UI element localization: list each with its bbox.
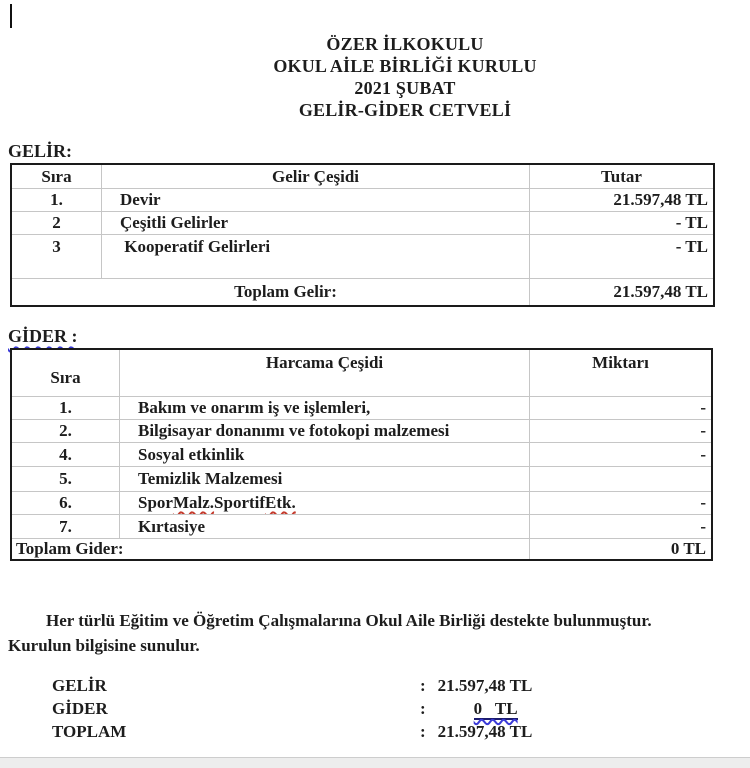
gider-col-header-type: Harcama Çeşidi: [120, 350, 530, 397]
gelir-row-no: 1.: [12, 189, 102, 212]
gider-row-type: Bakım ve onarım iş ve işlemleri,: [120, 397, 530, 420]
summary-row-toplam: [52, 720, 532, 743]
section-label-gelir: GELİR:: [8, 141, 73, 161]
gelir-row-type: Kooperatif Gelirleri: [102, 235, 530, 279]
gider-row-type-spellchecked: [120, 492, 530, 515]
summary-toplam-label: TOPLAM: [52, 721, 127, 741]
gider-col-header-amount: Miktarı: [530, 350, 711, 397]
gider-row-no: 2.: [12, 420, 120, 443]
gider-col-header-sira: Sıra: [12, 350, 120, 397]
title-school-name: ÖZER İLKOKULU: [326, 34, 484, 54]
gelir-row-no: 3: [12, 235, 102, 279]
gelir-col-header-type: Gelir Çeşidi: [102, 165, 530, 189]
gider-row-no: 7.: [12, 515, 120, 539]
gelir-row-type: Devir: [102, 189, 530, 212]
summary-toplam-value: 21.597,48 TL: [437, 721, 533, 741]
gelir-row-amount: - TL: [530, 235, 713, 279]
closing-line-1: Her türlü Eğitim ve Öğretim Çalışmalarına Okul Aile Birliği destekte bulunmuştur.: [46, 611, 652, 630]
gelir-row-type: Çeşitli Gelirler: [102, 212, 530, 235]
gider-row-no: 1.: [12, 397, 120, 420]
title-report-type: GELİR-GİDER CETVELİ: [298, 100, 512, 120]
closing-line-2: Kurulun bilgisine sunulur.: [8, 636, 200, 655]
word-misspelled: Malz.: [172, 493, 215, 512]
gider-row-amount: -: [530, 492, 711, 515]
gider-row-no: 5.: [12, 467, 120, 492]
summary-block: [52, 674, 532, 743]
gider-row-amount: -: [530, 397, 711, 420]
summary-colon: :: [420, 675, 426, 695]
gider-total-amount: 0 TL: [670, 539, 706, 558]
gider-row-type: Sosyal etkinlik: [120, 443, 530, 467]
gelir-row-amount: - TL: [530, 212, 713, 235]
summary-gider-label: GİDER: [52, 698, 108, 718]
title-period: 2021 ŞUBAT: [354, 78, 456, 98]
gider-total-label: Toplam Gider:: [12, 539, 530, 559]
horizontal-scrollbar[interactable]: [0, 757, 750, 768]
gider-row-type: Temizlik Malzemesi: [120, 467, 530, 492]
gider-row-type: Kırtasiye: [120, 515, 530, 539]
document-title-block: [60, 33, 750, 121]
word-plain: Spor: [138, 493, 173, 512]
text-cursor: [10, 4, 12, 28]
gider-row-amount: -: [530, 515, 711, 539]
gelir-col-header-sira: Sıra: [12, 165, 102, 189]
summary-row-gider: [52, 697, 532, 720]
gider-row-no: 4.: [12, 443, 120, 467]
title-committee: OKUL AİLE BİRLİĞİ KURULU: [273, 56, 537, 76]
gelir-table: [10, 163, 715, 307]
summary-gelir-label: GELİR: [52, 675, 107, 695]
summary-gider-value: 0 TL: [473, 698, 518, 718]
gider-row-amount: -: [530, 443, 711, 467]
closing-paragraph: [8, 608, 744, 658]
gelir-row-amount: 21.597,48 TL: [530, 189, 713, 212]
word-plain: Sportif: [214, 493, 266, 512]
summary-gelir-value: 21.597,48 TL: [437, 675, 533, 695]
summary-row-gelir: [52, 674, 532, 697]
summary-colon: :: [420, 698, 426, 718]
gelir-row-no: 2: [12, 212, 102, 235]
gelir-total-label: Toplam Gelir:: [12, 279, 530, 305]
gider-row-amount: [530, 467, 711, 492]
gelir-total-amount: 21.597,48 TL: [613, 282, 708, 301]
section-label-gider: GİDER :: [8, 326, 78, 346]
summary-colon: :: [420, 721, 426, 741]
word-misspelled: Etk.: [265, 493, 296, 512]
gider-row-no: 6.: [12, 492, 120, 515]
gider-row-amount: -: [530, 420, 711, 443]
gider-table: [10, 348, 713, 561]
gelir-col-header-amount: Tutar: [530, 165, 713, 189]
gider-row-type: Bilgisayar donanımı ve fotokopi malzemesi: [120, 420, 530, 443]
